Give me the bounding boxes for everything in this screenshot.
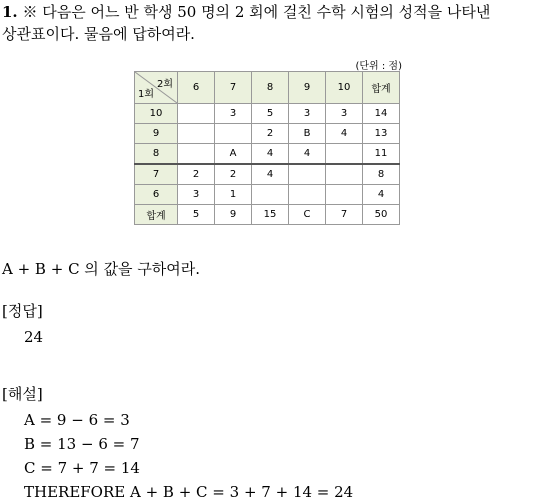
row-header: 8: [135, 144, 178, 165]
prompt-text: A + B + C 의 값을 구하여라.: [2, 260, 201, 278]
table-cell: [178, 104, 215, 124]
table-cell: 3: [215, 104, 252, 124]
column-header: 8: [252, 72, 289, 104]
table-cell: [215, 124, 252, 144]
table-cell: 4: [363, 185, 400, 205]
question-text-2: 상관표이다. 물음에 답하여라.: [2, 25, 195, 43]
table-cell: 15: [252, 205, 289, 225]
table-cell: 5: [252, 104, 289, 124]
table-cell: 14: [363, 104, 400, 124]
column-header: 7: [215, 72, 252, 104]
column-header: 10: [326, 72, 363, 104]
table-cell: 2: [252, 124, 289, 144]
column-header: 9: [289, 72, 326, 104]
table-cell: 4: [326, 124, 363, 144]
table-cell: 9: [215, 205, 252, 225]
table-cell: 3: [326, 104, 363, 124]
table-cell: C: [289, 205, 326, 225]
table-cell: [326, 185, 363, 205]
question-text-1: ※ 다음은 어느 반 학생 50 명의 2 회에 걸친 수학 시험의 성적을 나타낸: [22, 3, 491, 21]
row-header: 9: [135, 124, 178, 144]
table-row: [135, 144, 400, 165]
question-number: 1.: [2, 3, 18, 21]
correlation-table: [134, 71, 400, 225]
explanation-header: [해설]: [2, 385, 43, 403]
answer-value: 24: [24, 328, 44, 346]
table-cell: 8: [363, 164, 400, 185]
table-row: [135, 185, 400, 205]
table-row: [135, 164, 400, 185]
table-cell: [326, 164, 363, 185]
unit-label: (단위 : 점): [355, 61, 402, 72]
table-header-row: [135, 72, 400, 104]
table-cell: 1: [215, 185, 252, 205]
table-cell: 4: [289, 144, 326, 165]
table-row: [135, 124, 400, 144]
explanation-line: C = 7 + 7 = 14: [24, 459, 140, 477]
row-header: 6: [135, 185, 178, 205]
table-cell: 2: [178, 164, 215, 185]
table-cell: 3: [178, 185, 215, 205]
table-cell: 7: [326, 205, 363, 225]
table-cell: [252, 185, 289, 205]
row-header: 10: [135, 104, 178, 124]
table-cell: 2: [215, 164, 252, 185]
answer-header: [정답]: [2, 302, 43, 320]
table-cell: 11: [363, 144, 400, 165]
corner-label-1: 1회: [138, 89, 155, 100]
table-cell: 50: [363, 205, 400, 225]
table-cell: [326, 144, 363, 165]
table-total-row: [135, 205, 400, 225]
table-cell: 4: [252, 144, 289, 165]
table-cell: [289, 185, 326, 205]
column-header: 6: [178, 72, 215, 104]
table-cell: A: [215, 144, 252, 165]
table-cell: [289, 164, 326, 185]
table-cell: 3: [289, 104, 326, 124]
row-header: 7: [135, 164, 178, 185]
table-cell: 13: [363, 124, 400, 144]
table-cell: B: [289, 124, 326, 144]
column-header-total: 합계: [363, 72, 400, 104]
explanation-line: B = 13 − 6 = 7: [24, 435, 140, 453]
explanation-line: A = 9 − 6 = 3: [24, 411, 130, 429]
row-header-total: 합계: [135, 205, 178, 225]
table-cell: [178, 144, 215, 165]
question-line-1: [2, 2, 490, 22]
table-row: [135, 104, 400, 124]
table-cell: [178, 124, 215, 144]
explanation-line: THEREFORE A + B + C = 3 + 7 + 14 = 24: [24, 483, 354, 501]
table-corner-cell: [135, 72, 178, 104]
table-cell: 5: [178, 205, 215, 225]
table-cell: 4: [252, 164, 289, 185]
corner-label-2: 2회: [156, 79, 173, 90]
